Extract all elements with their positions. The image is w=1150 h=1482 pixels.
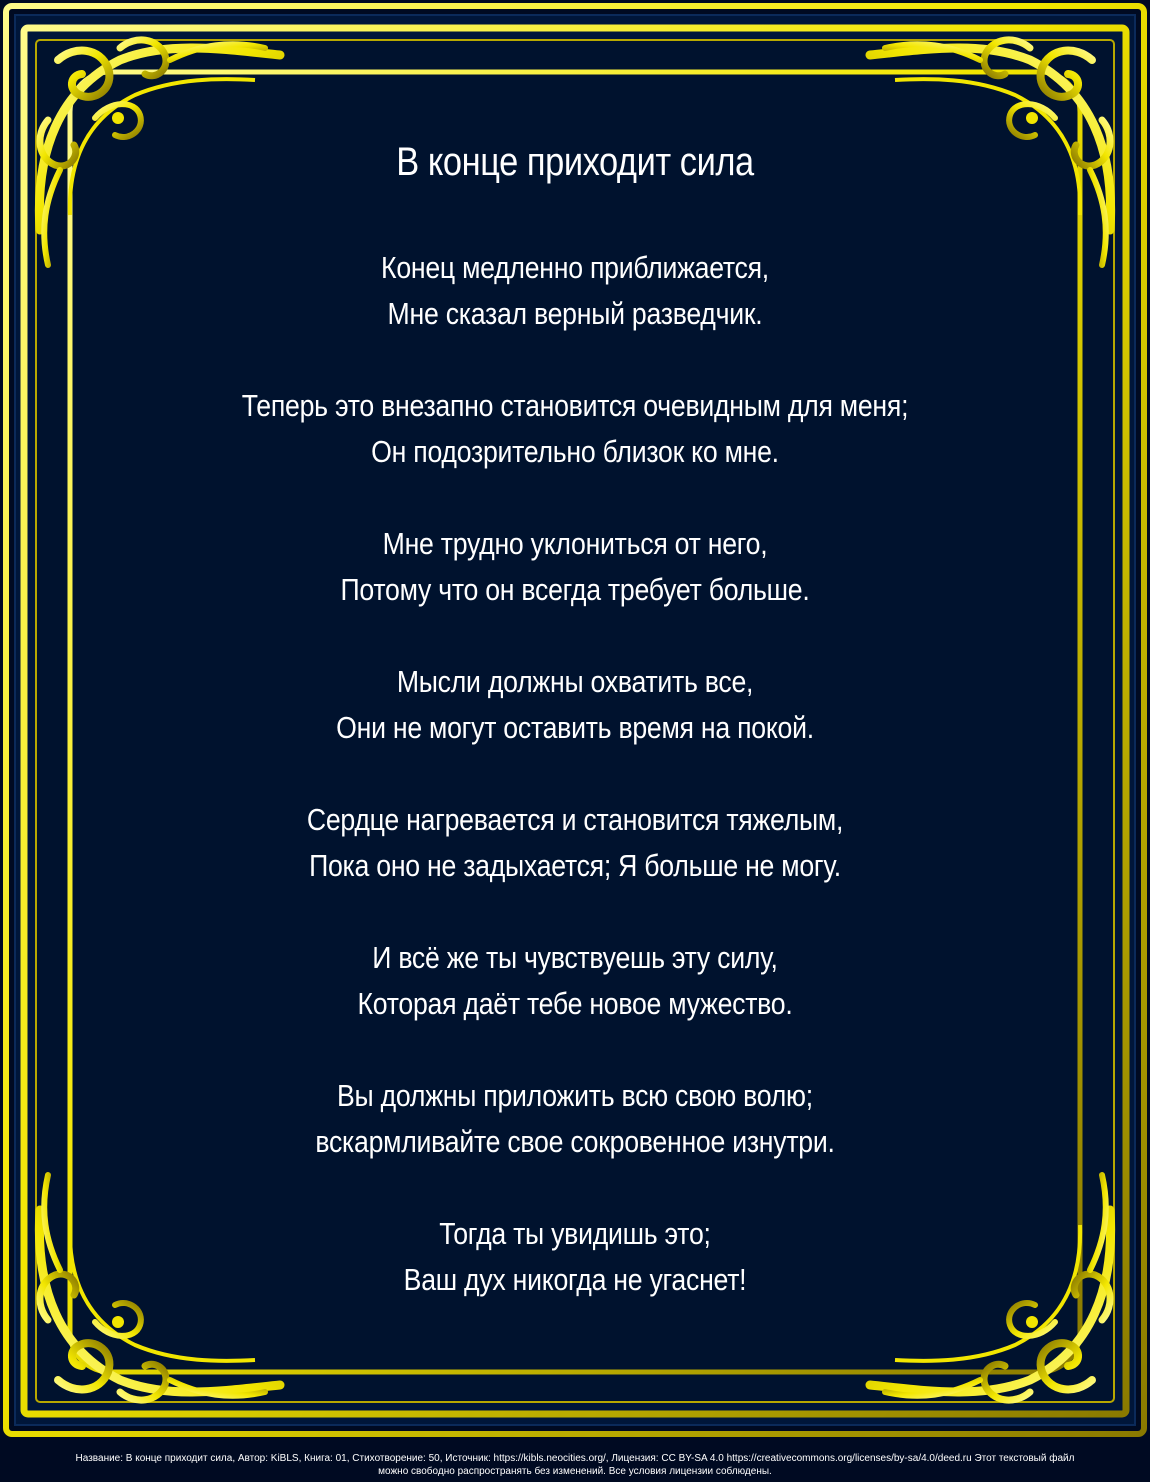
poem-line: Потому что он всегда требует больше. — [340, 572, 810, 607]
poem-line: Которая даёт тебе новое мужество. — [357, 986, 793, 1021]
poem-line: Вы должны приложить всю свою волю; — [337, 1078, 813, 1113]
poem-line: вскармливайте свое сокровенное изнутри. — [315, 1124, 835, 1159]
stanza — [0, 659, 1150, 797]
poem-line: Сердце нагревается и становится тяжелым, — [306, 802, 844, 837]
stanza — [0, 383, 1150, 521]
poem-line: Мне трудно уклониться от него, — [382, 526, 768, 561]
stanza — [0, 245, 1150, 383]
poem-title: В конце приходит сила — [396, 140, 754, 184]
stanza — [0, 521, 1150, 659]
footer-line: Название: В конце приходит сила, Автор: KiBLS, Книга: 01, Стихотворение: 50, Источник: https://kibls.neocities.org/, Лицензия: CC BY-SA 4.0 https://creativecommons.org/licenses/by-sa/4.0/deed.ru Этот текстовый файл — [75, 1453, 1075, 1464]
poem-line: Они не могут оставить время на покой. — [336, 710, 814, 745]
poem-line: И всё же ты чувствуешь эту силу, — [372, 940, 778, 975]
poem-line: Теперь это внезапно становится очевидным для меня; — [241, 388, 909, 423]
stanza — [0, 1211, 1150, 1349]
poem-line: Конец медленно приближается, — [381, 250, 769, 285]
poem-line: Пока оно не задыхается; Я больше не могу. — [309, 848, 841, 883]
poem-line: Тогда ты увидишь это; — [439, 1216, 711, 1251]
footer-line: можно свободно распространять без изменений. Все условия лицензии соблюдены. — [378, 1466, 772, 1477]
poem-line: Ваш дух никогда не угаснет! — [403, 1262, 747, 1297]
poem-line: Он подозрительно близок ко мне. — [371, 434, 779, 469]
stanza — [0, 935, 1150, 1073]
poem-stanzas — [0, 245, 1150, 1349]
poem-line: Мысли должны охватить все, — [396, 664, 754, 699]
stanza — [0, 797, 1150, 935]
poem-line: Мне сказал верный разведчик. — [387, 296, 763, 331]
license-footer — [0, 1440, 1150, 1482]
stanza — [0, 1073, 1150, 1211]
